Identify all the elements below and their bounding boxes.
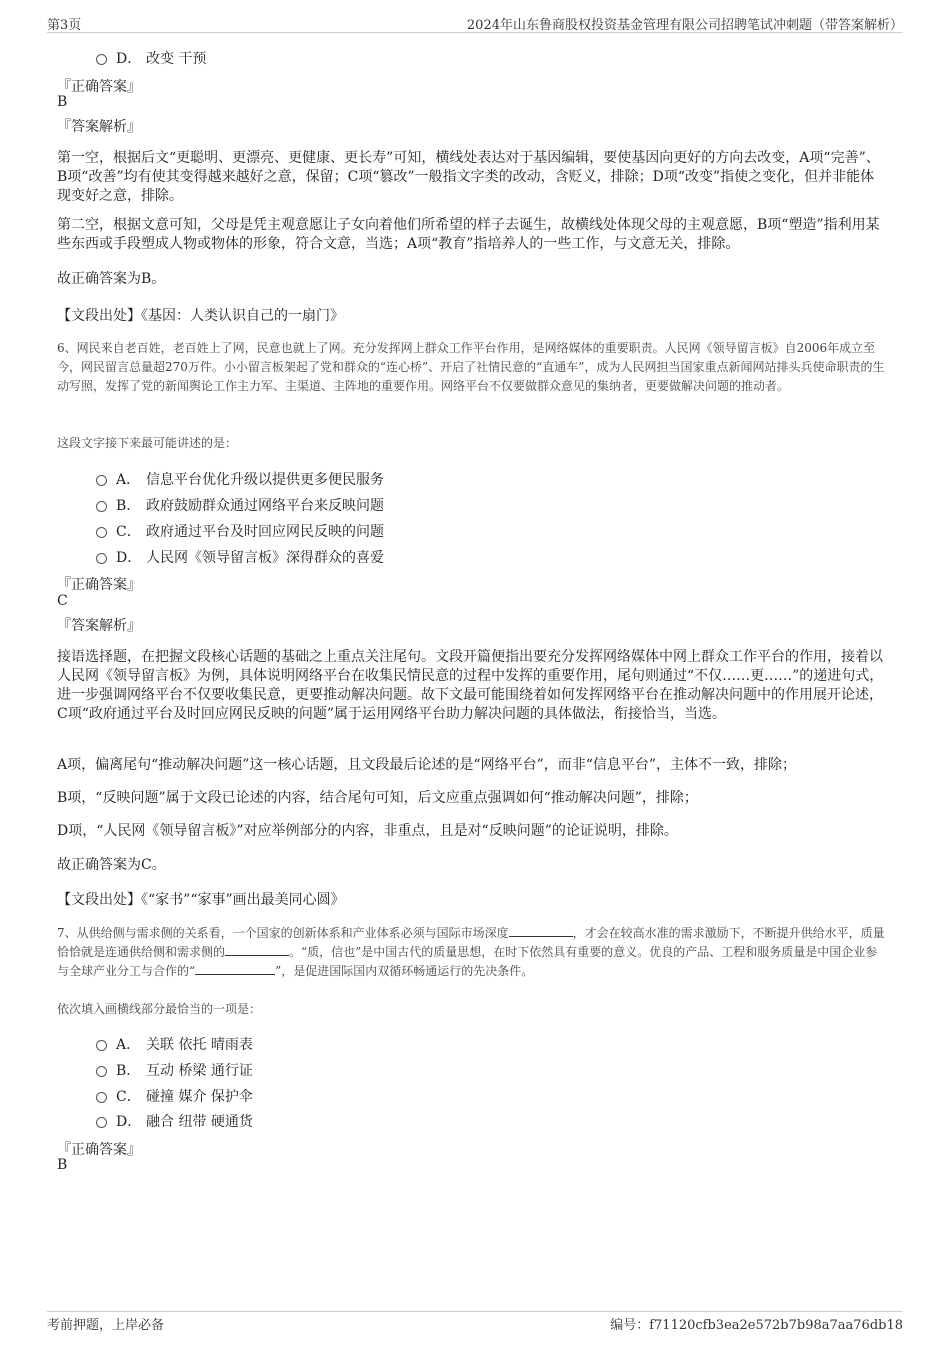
option-letter: B． [116,498,141,514]
option-letter: B． [116,1063,141,1079]
q7-answer-label: 『正确答案』 [57,1142,141,1158]
document-id: 编号：f71120cfb3ea2e572b7b98a7aa76db18 [610,1318,903,1333]
radio-icon[interactable] [96,553,107,564]
blank-2 [225,955,289,956]
q5-answer-label: 『正确答案』 [57,79,141,95]
q7-prompt: 依次填入画横线部分最恰当的一项是： [57,1002,262,1016]
q7-option-b[interactable] [96,1060,253,1080]
q6-question: 6、网民来自老百姓，老百姓上了网，民意也就上了网。充分发挥网上群众工作平台作用，是网络媒体的重要职责。人民网《领导留言板》自2006年成立至今，网民留言总量超270万件。小小留言板架起了党和群众的“连心桥”、开启了社情民意的“直通车”，成为人民网担当国家重点新闻网站排头兵使命职责的生动写照，发挥了党的新闻舆论工作主力军、主渠道、主阵地的重要作用。网络平台不仅要做群众意见的集纳者，更要做解决问题的推动者。 [57,341,885,393]
q6-answer-label: 『正确答案』 [57,577,141,593]
q7-question-part4: ”，是促进国际国内双循环畅通运行的先决条件。 [275,964,534,978]
option-text: 改变 干预 [146,51,207,67]
q5-analysis-p2: 第二空，根据文意可知，父母是凭主观意愿让子女向着他们所希望的样子去诞生，故横线处体现父母的主观意愿，B项“塑造”指利用某些东西或手段塑成人物或物体的形象，符合文意，当选；A项“教育”指培养人的一些工作，与文意无关，排除。 [57,217,880,252]
option-text: 信息平台优化升级以提供更多便民服务 [146,472,384,488]
q6-option-d[interactable] [96,547,384,567]
option-text: 碰撞 媒介 保护伞 [146,1089,253,1105]
footer-divider [47,1311,903,1312]
radio-icon[interactable] [96,1066,107,1077]
option-letter: A． [116,472,141,488]
option-letter: C． [116,524,141,540]
radio-icon[interactable] [96,1040,107,1051]
q7-question-part2: ，才会在较高水准的需求激励下，不断提升供给水平，质量恰恰就是连通供给侧和需求侧的 [57,926,885,959]
blank-1 [509,936,573,937]
radio-icon[interactable] [96,1117,107,1128]
q6-analysis-p2: A项，偏离尾句“推动解决问题”这一核心话题，且文段最后论述的是“网络平台”，而非“信息平台”，主体不一致，排除； [57,757,797,773]
q7-question-part3: 。“质，信也”是中国古代的质量思想，在时下依然具有重要的意义。优良的产品、工程和服务质量是中国企业参与全球产业分工与合作的“ [57,945,878,978]
option-text: 人民网《领导留言板》深得群众的喜爱 [146,550,384,566]
radio-icon[interactable] [96,501,107,512]
option-letter: A． [116,1037,141,1053]
q6-source: 【文段出处】《“家书”“家事”画出最美同心圆》 [57,892,345,908]
document-title: 2024年山东鲁商股权投资基金管理有限公司招聘笔试冲刺题（带答案解析） [466,18,903,33]
q7-option-a[interactable] [96,1034,253,1054]
option-letter: C． [116,1089,141,1105]
option-letter: D． [116,1114,142,1130]
q6-analysis-label: 『答案解析』 [57,618,141,634]
q6-conclusion: 故正确答案为C。 [57,857,166,873]
option-text: 政府鼓励群众通过网络平台来反映问题 [146,498,384,514]
option-text: 关联 依托 晴雨表 [146,1037,253,1053]
footer-slogan: 考前押题，上岸必备 [47,1318,165,1333]
radio-icon[interactable] [96,54,107,65]
q7-option-c[interactable] [96,1086,253,1106]
q7-option-d[interactable] [96,1111,253,1131]
option-text: 互动 桥梁 通行证 [146,1063,253,1079]
header-divider [47,32,903,33]
q5-option-d[interactable] [96,48,206,68]
q6-option-c[interactable] [96,521,384,541]
radio-icon[interactable] [96,527,107,538]
q6-answer: C [57,593,68,609]
q5-analysis-p1: 第一空，根据后文“更聪明、更漂亮、更健康、更长寿”可知，横线处表达对于基因编辑，要使基因向更好的方向去改变，A项“完善”、B项“改善”均有使其变得越来越好之意，保留；C项“篡改”一般指文字类的改动，含贬义，排除；D项“改变”指使之变化，但并非能体现变好之意，排除。 [57,150,880,204]
q6-analysis-p3: B项，“反映问题”属于文段已论述的内容，结合尾句可知，后文应重点强调如何“推动解决问题”，排除； [57,790,698,806]
option-letter: D． [116,51,142,67]
page-number: 第3页 [47,18,82,33]
q7-answer: B [57,1157,68,1173]
q6-prompt: 这段文字接下来最可能讲述的是： [57,436,238,450]
q6-analysis-p4: D项，“人民网《领导留言板》”对应举例部分的内容，非重点，且是对“反映问题”的论证说明，排除。 [57,823,678,839]
q6-option-b[interactable] [96,495,384,515]
q5-analysis-label: 『答案解析』 [57,119,141,135]
radio-icon[interactable] [96,475,107,486]
q5-source: 【文段出处】《基因：人类认识自己的一扇门》 [57,308,344,324]
blank-3 [195,974,275,975]
option-text: 融合 纽带 硬通货 [146,1114,253,1130]
q5-conclusion: 故正确答案为B。 [57,271,166,287]
q6-option-a[interactable] [96,469,384,489]
q6-analysis-p1: 接语选择题，在把握文段核心话题的基础之上重点关注尾句。文段开篇便指出要充分发挥网络媒体中网上群众工作平台的作用，接着以人民网《领导留言板》为例，具体说明网络平台在收集民情民意的过程中发挥的重要作用，尾句则通过“不仅……更……”的递进句式，进一步强调网络平台不仅要收集民意，更要推动解决问题。故下文最可能围绕着如何发挥网络平台在推动解决问题中的作用展开论述，C项“政府通过平台及时回应网民反映的问题”属于运用网络平台助力解决问题的具体做法，衔接恰当，当选。 [57,649,884,722]
radio-icon[interactable] [96,1092,107,1103]
q5-answer: B [57,94,68,110]
q7-question [57,924,887,981]
option-letter: D． [116,550,142,566]
option-text: 政府通过平台及时回应网民反映的问题 [146,524,384,540]
q7-question-part1: 7、从供给侧与需求侧的关系看，一个国家的创新体系和产业体系必须与国际市场深度 [57,926,509,940]
